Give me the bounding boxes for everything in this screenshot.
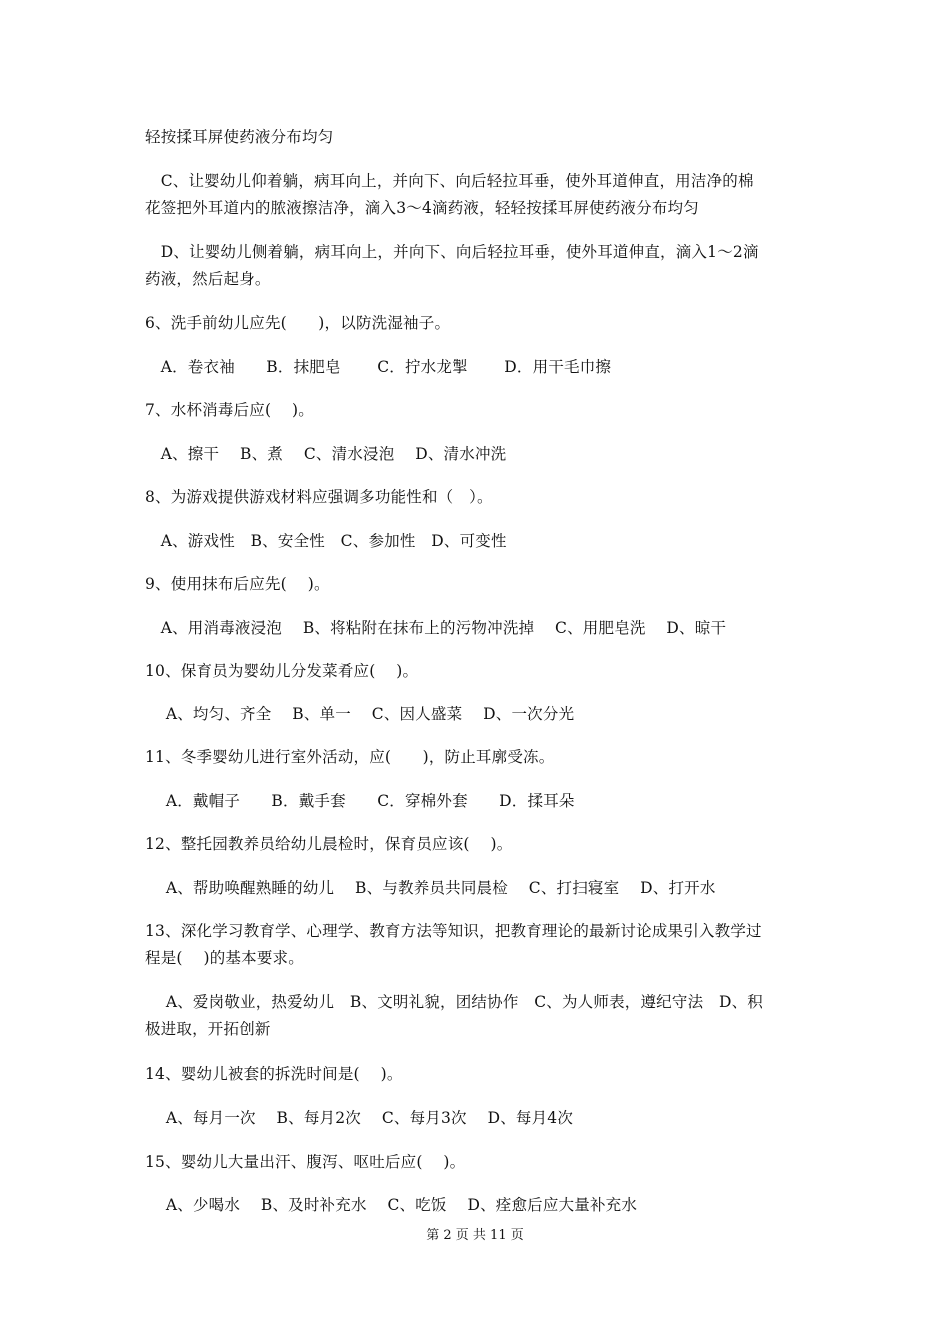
question-8: 8、为游戏提供游戏材料应强调多功能性和（ ）。 bbox=[145, 488, 493, 506]
question-7: 7、水杯消毒后应( )。 bbox=[145, 401, 314, 419]
page-footer: 第 2 页 共 11 页 bbox=[426, 1228, 524, 1243]
question-15: 15、婴幼儿大量出汗、腹泻、呕吐后应( )。 bbox=[145, 1153, 466, 1171]
options-12: A、帮助唤醒熟睡的幼儿 B、与教养员共同晨检 C、打扫寝室 D、打开水 bbox=[145, 879, 716, 897]
options-7: A、擦干 B、煮 C、清水浸泡 D、清水冲洗 bbox=[145, 445, 507, 463]
question-11: 11、冬季婴幼儿进行室外活动，应( )，防止耳廓受冻。 bbox=[145, 748, 555, 766]
question-14: 14、婴幼儿被套的拆洗时间是( )。 bbox=[145, 1065, 403, 1083]
question-9: 9、使用抹布后应先( )。 bbox=[145, 575, 330, 593]
options-14: A、每月一次 B、每月2次 C、每月3次 D、每月4次 bbox=[145, 1109, 574, 1127]
text-line: C、让婴幼儿仰着躺，病耳向上，并向下、向后轻拉耳垂，使外耳道伸直，用洁净的棉 bbox=[145, 172, 754, 190]
text-line: 轻按揉耳屏使药液分布均匀 bbox=[145, 128, 334, 146]
question-13-cont: 程是( )的基本要求。 bbox=[145, 949, 304, 967]
options-11: A．戴帽子 B．戴手套 C．穿棉外套 D．揉耳朵 bbox=[145, 792, 575, 810]
question-6: 6、洗手前幼儿应先( )，以防洗湿袖子。 bbox=[145, 314, 451, 332]
options-10: A、均匀、齐全 B、单一 C、因人盛菜 D、一次分光 bbox=[145, 705, 575, 723]
text-line: 药液，然后起身。 bbox=[145, 270, 271, 288]
options-6: A．卷衣袖 B．抹肥皂 C．拧水龙掣 D．用干毛巾擦 bbox=[145, 358, 612, 376]
question-10: 10、保育员为婴幼儿分发菜肴应( )。 bbox=[145, 662, 419, 680]
question-13: 13、深化学习教育学、心理学、教育方法等知识，把教育理论的最新讨论成果引入教学过 bbox=[145, 922, 762, 940]
options-15: A、少喝水 B、及时补充水 C、吃饭 D、痊愈后应大量补充水 bbox=[145, 1196, 638, 1214]
text-line: D、让婴幼儿侧着躺，病耳向上，并向下、向后轻拉耳垂，使外耳道伸直，滴入1～2滴 bbox=[145, 243, 759, 261]
question-12: 12、整托园教养员给幼儿晨检时，保育员应该( )。 bbox=[145, 835, 513, 853]
options-13-cont: 极进取，开拓创新 bbox=[145, 1020, 271, 1038]
options-8: A、游戏性 B、安全性 C、参加性 D、可变性 bbox=[145, 532, 507, 550]
options-13: A、爱岗敬业，热爱幼儿 B、文明礼貌，团结协作 C、为人师表，遵纪守法 D、积 bbox=[145, 993, 764, 1011]
options-9: A、用消毒液浸泡 B、将粘附在抹布上的污物冲洗掉 C、用肥皂洗 D、晾干 bbox=[145, 619, 727, 637]
text-line: 花签把外耳道内的脓液擦洁净，滴入3～4滴药液，轻轻按揉耳屏使药液分布均匀 bbox=[145, 199, 699, 217]
